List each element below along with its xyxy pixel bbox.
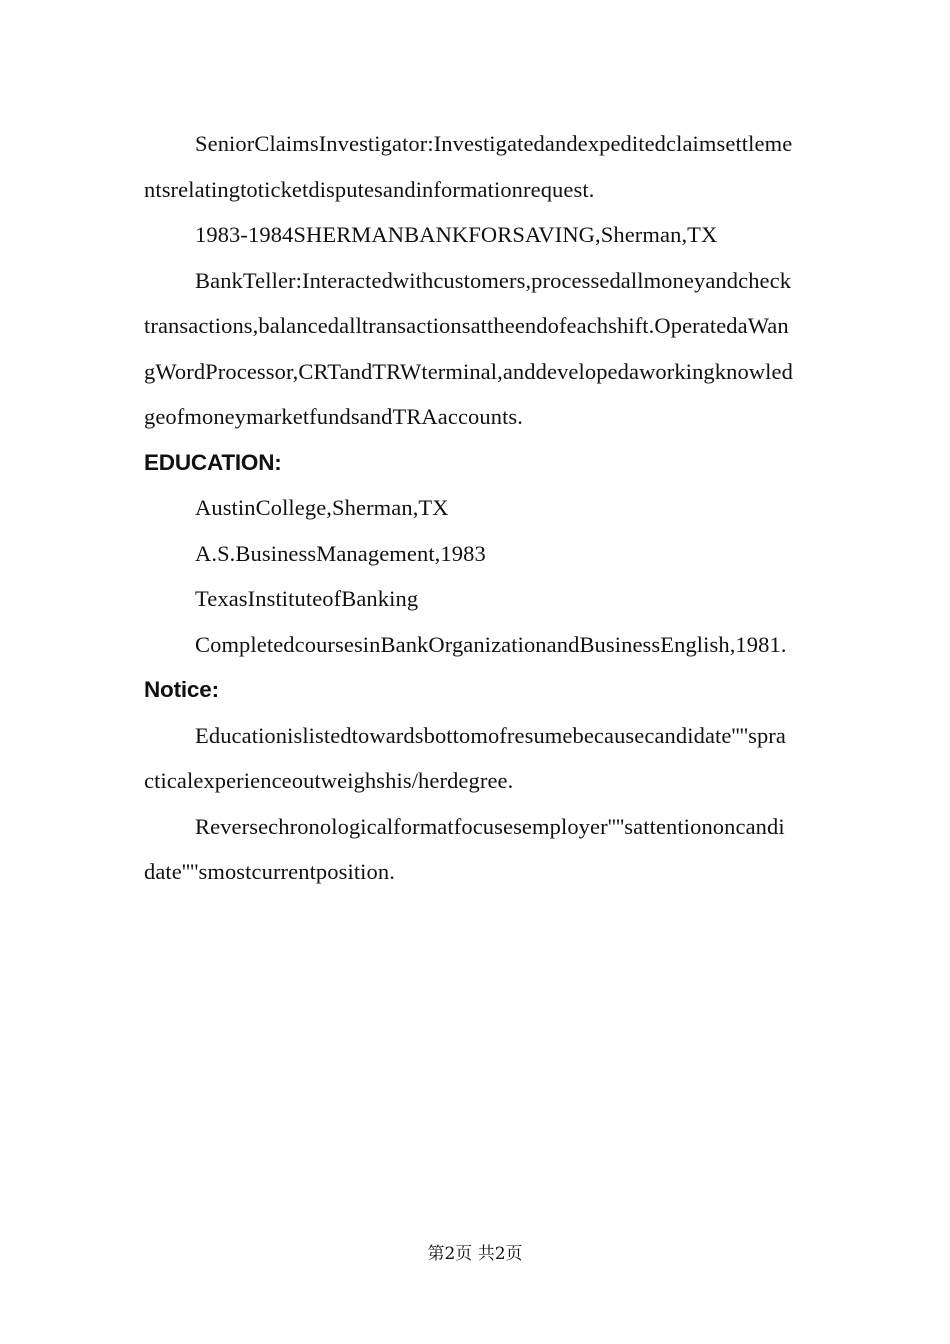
page-number-footer: 第2页 共2页 (427, 1244, 523, 1264)
paragraph-notice-format: Reversechronologicalformatfocusesemployer''''sattentiononcandidate''''smostcurrentposition. (144, 813, 785, 884)
heading-notice: Notice: (144, 677, 219, 702)
paragraph-employer-sherman-bank: 1983-1984SHERMANBANKFORSAVING,Sherman,TX (195, 222, 718, 247)
paragraph-texas-institute: TexasInstituteofBanking (195, 586, 419, 611)
paragraph-completed-courses: CompletedcoursesinBankOrganizationandBusinessEnglish,1981. (195, 631, 787, 657)
paragraph-claims-investigator: SeniorClaimsInvestigator:Investigatedandexpeditedclaimsettlementsrelatingtoticketdisputesandinformationrequest. (144, 131, 793, 202)
paragraph-austin-college: AustinCollege,Sherman,TX (195, 495, 449, 520)
heading-education: EDUCATION: (144, 449, 282, 475)
paragraph-bank-teller: BankTeller:Interactedwithcustomers,processedallmoneyandchecktransactions,balancedalltransactionsattheendofeachshift.OperatedaWangWordProcessor,CRTandTRWterminal,anddevelopedaworkingknowledgeofmoneymarketfundsandTRAaccounts. (144, 267, 793, 429)
paragraph-degree: A.S.BusinessManagement,1983 (195, 540, 486, 566)
paragraph-notice-education: Educationislistedtowardsbottomofresumebecausecandidate''''spracticalexperienceoutweighshis/herdegree. (144, 722, 786, 793)
document-body (144, 121, 796, 895)
